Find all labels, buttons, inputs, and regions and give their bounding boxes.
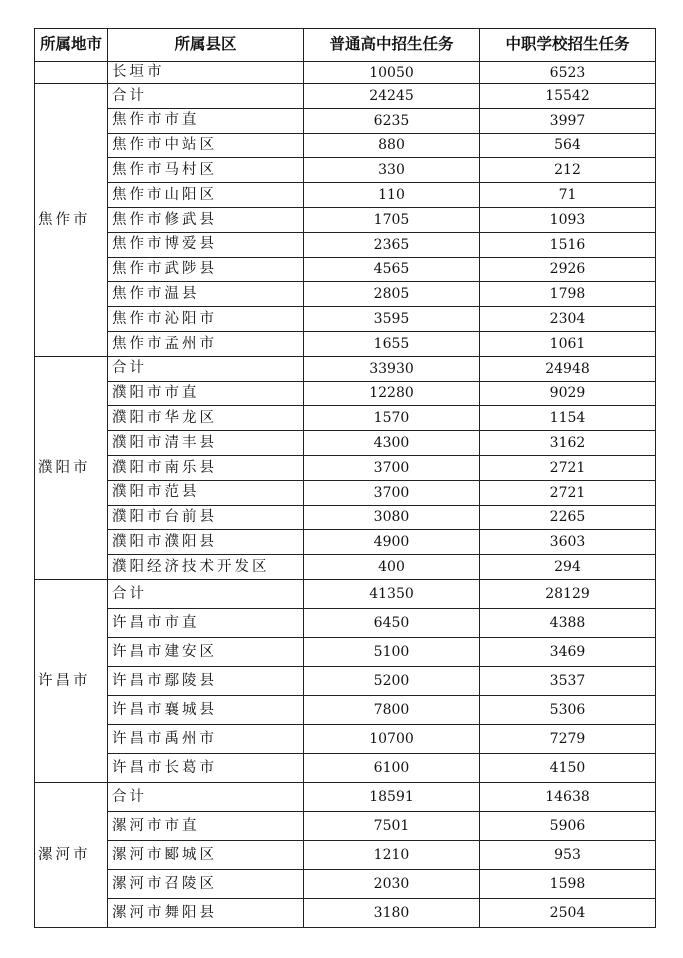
high-school-cell: 3180: [304, 898, 480, 927]
table-row: [35, 406, 656, 431]
table-row-total: [35, 782, 656, 811]
table-row: [35, 505, 656, 530]
table-row: [35, 183, 656, 208]
vocational-cell: 3162: [480, 431, 656, 456]
county-cell: 许昌市建安区: [108, 637, 304, 666]
high-school-cell: 4900: [304, 530, 480, 555]
vocational-cell: 564: [480, 133, 656, 158]
high-school-cell: 2030: [304, 869, 480, 898]
county-cell: 合计: [108, 356, 304, 381]
table-row: [35, 480, 656, 505]
county-cell: 漯河市郾城区: [108, 840, 304, 869]
table-row: [35, 307, 656, 332]
high-school-cell: 400: [304, 555, 480, 580]
header-row: [35, 29, 656, 62]
table-row: [35, 898, 656, 927]
vocational-cell: 3997: [480, 108, 656, 133]
county-cell: 濮阳市范县: [108, 480, 304, 505]
table-row: [35, 232, 656, 257]
county-cell: 濮阳经济技术开发区: [108, 555, 304, 580]
high-school-cell: 1210: [304, 840, 480, 869]
table-row: [35, 381, 656, 406]
table-row: [35, 666, 656, 695]
vocational-cell: 4150: [480, 753, 656, 782]
table-row-total: [35, 579, 656, 608]
high-school-cell: 4565: [304, 257, 480, 282]
table-body: [35, 62, 656, 928]
vocational-cell: 1093: [480, 207, 656, 232]
vocational-cell: 953: [480, 840, 656, 869]
vocational-cell: 7279: [480, 724, 656, 753]
county-cell: 许昌市禹州市: [108, 724, 304, 753]
table-row: [35, 431, 656, 456]
table-row: [35, 282, 656, 307]
vocational-cell: 2926: [480, 257, 656, 282]
vocational-cell: 5906: [480, 811, 656, 840]
vocational-cell: 294: [480, 555, 656, 580]
high-school-cell: 4300: [304, 431, 480, 456]
vocational-cell: 2304: [480, 307, 656, 332]
table-row: [35, 724, 656, 753]
high-school-cell: 10700: [304, 724, 480, 753]
county-cell: 合计: [108, 84, 304, 109]
high-school-cell: 7800: [304, 695, 480, 724]
vocational-cell: 212: [480, 158, 656, 183]
county-cell: 焦作市马村区: [108, 158, 304, 183]
county-cell: 漯河市召陵区: [108, 869, 304, 898]
header-high-school: 普通高中招生任务: [304, 29, 480, 62]
table-row: [35, 331, 656, 356]
table-row: [35, 158, 656, 183]
county-cell: 濮阳市市直: [108, 381, 304, 406]
vocational-cell: 1061: [480, 331, 656, 356]
table-row: [35, 753, 656, 782]
county-cell: 长垣市: [108, 62, 304, 84]
table-row: [35, 455, 656, 480]
city-cell: 漯河市: [35, 782, 108, 927]
county-cell: 焦作市山阳区: [108, 183, 304, 208]
table-row-total: [35, 356, 656, 381]
table-row-total: [35, 84, 656, 109]
county-cell: 许昌市市直: [108, 608, 304, 637]
city-cell: 许昌市: [35, 579, 108, 782]
county-cell: 焦作市修武县: [108, 207, 304, 232]
vocational-cell: 2265: [480, 505, 656, 530]
high-school-cell: 5200: [304, 666, 480, 695]
vocational-cell: 3603: [480, 530, 656, 555]
high-school-cell: 24245: [304, 84, 480, 109]
high-school-cell: 6100: [304, 753, 480, 782]
vocational-cell: 3537: [480, 666, 656, 695]
vocational-cell: 71: [480, 183, 656, 208]
high-school-cell: 33930: [304, 356, 480, 381]
table-row: [35, 608, 656, 637]
vocational-cell: 2721: [480, 480, 656, 505]
high-school-cell: 3595: [304, 307, 480, 332]
county-cell: 合计: [108, 782, 304, 811]
high-school-cell: 10050: [304, 62, 480, 84]
county-cell: 许昌市长葛市: [108, 753, 304, 782]
vocational-cell: 14638: [480, 782, 656, 811]
vocational-cell: 24948: [480, 356, 656, 381]
county-cell: 许昌市襄城县: [108, 695, 304, 724]
vocational-cell: 4388: [480, 608, 656, 637]
county-cell: 焦作市武陟县: [108, 257, 304, 282]
high-school-cell: 3700: [304, 480, 480, 505]
county-cell: 许昌市鄢陵县: [108, 666, 304, 695]
county-cell: 濮阳市清丰县: [108, 431, 304, 456]
vocational-cell: 9029: [480, 381, 656, 406]
high-school-cell: 7501: [304, 811, 480, 840]
vocational-cell: 1154: [480, 406, 656, 431]
county-cell: 合计: [108, 579, 304, 608]
high-school-cell: 18591: [304, 782, 480, 811]
county-cell: 濮阳市华龙区: [108, 406, 304, 431]
vocational-cell: 5306: [480, 695, 656, 724]
high-school-cell: 3080: [304, 505, 480, 530]
county-cell: 漯河市市直: [108, 811, 304, 840]
header-vocational: 中职学校招生任务: [480, 29, 656, 62]
high-school-cell: 110: [304, 183, 480, 208]
vocational-cell: 3469: [480, 637, 656, 666]
table-header: [35, 29, 656, 62]
header-city: 所属地市: [35, 29, 108, 62]
vocational-cell: 2721: [480, 455, 656, 480]
vocational-cell: 1798: [480, 282, 656, 307]
county-cell: 焦作市沁阳市: [108, 307, 304, 332]
vocational-cell: 2504: [480, 898, 656, 927]
table-row: [35, 695, 656, 724]
county-cell: 濮阳市濮阳县: [108, 530, 304, 555]
high-school-cell: 2365: [304, 232, 480, 257]
high-school-cell: 1570: [304, 406, 480, 431]
table-row: [35, 555, 656, 580]
city-cell: [35, 62, 108, 84]
high-school-cell: 880: [304, 133, 480, 158]
vocational-cell: 1598: [480, 869, 656, 898]
county-cell: 焦作市市直: [108, 108, 304, 133]
table-row: [35, 62, 656, 84]
high-school-cell: 6235: [304, 108, 480, 133]
table-row: [35, 207, 656, 232]
high-school-cell: 5100: [304, 637, 480, 666]
high-school-cell: 12280: [304, 381, 480, 406]
table-row: [35, 257, 656, 282]
enrollment-table: [34, 28, 656, 928]
high-school-cell: 330: [304, 158, 480, 183]
vocational-cell: 15542: [480, 84, 656, 109]
high-school-cell: 1705: [304, 207, 480, 232]
table-row: [35, 133, 656, 158]
table-row: [35, 637, 656, 666]
city-cell: 焦作市: [35, 84, 108, 357]
vocational-cell: 28129: [480, 579, 656, 608]
county-cell: 濮阳市南乐县: [108, 455, 304, 480]
table-row: [35, 530, 656, 555]
header-county: 所属县区: [108, 29, 304, 62]
high-school-cell: 3700: [304, 455, 480, 480]
county-cell: 漯河市舞阳县: [108, 898, 304, 927]
high-school-cell: 2805: [304, 282, 480, 307]
high-school-cell: 1655: [304, 331, 480, 356]
county-cell: 焦作市博爱县: [108, 232, 304, 257]
county-cell: 焦作市中站区: [108, 133, 304, 158]
high-school-cell: 6450: [304, 608, 480, 637]
table-row: [35, 869, 656, 898]
vocational-cell: 6523: [480, 62, 656, 84]
table-row: [35, 840, 656, 869]
county-cell: 焦作市温县: [108, 282, 304, 307]
high-school-cell: 41350: [304, 579, 480, 608]
table-row: [35, 108, 656, 133]
city-cell: 濮阳市: [35, 356, 108, 579]
county-cell: 濮阳市台前县: [108, 505, 304, 530]
vocational-cell: 1516: [480, 232, 656, 257]
table-row: [35, 811, 656, 840]
county-cell: 焦作市孟州市: [108, 331, 304, 356]
